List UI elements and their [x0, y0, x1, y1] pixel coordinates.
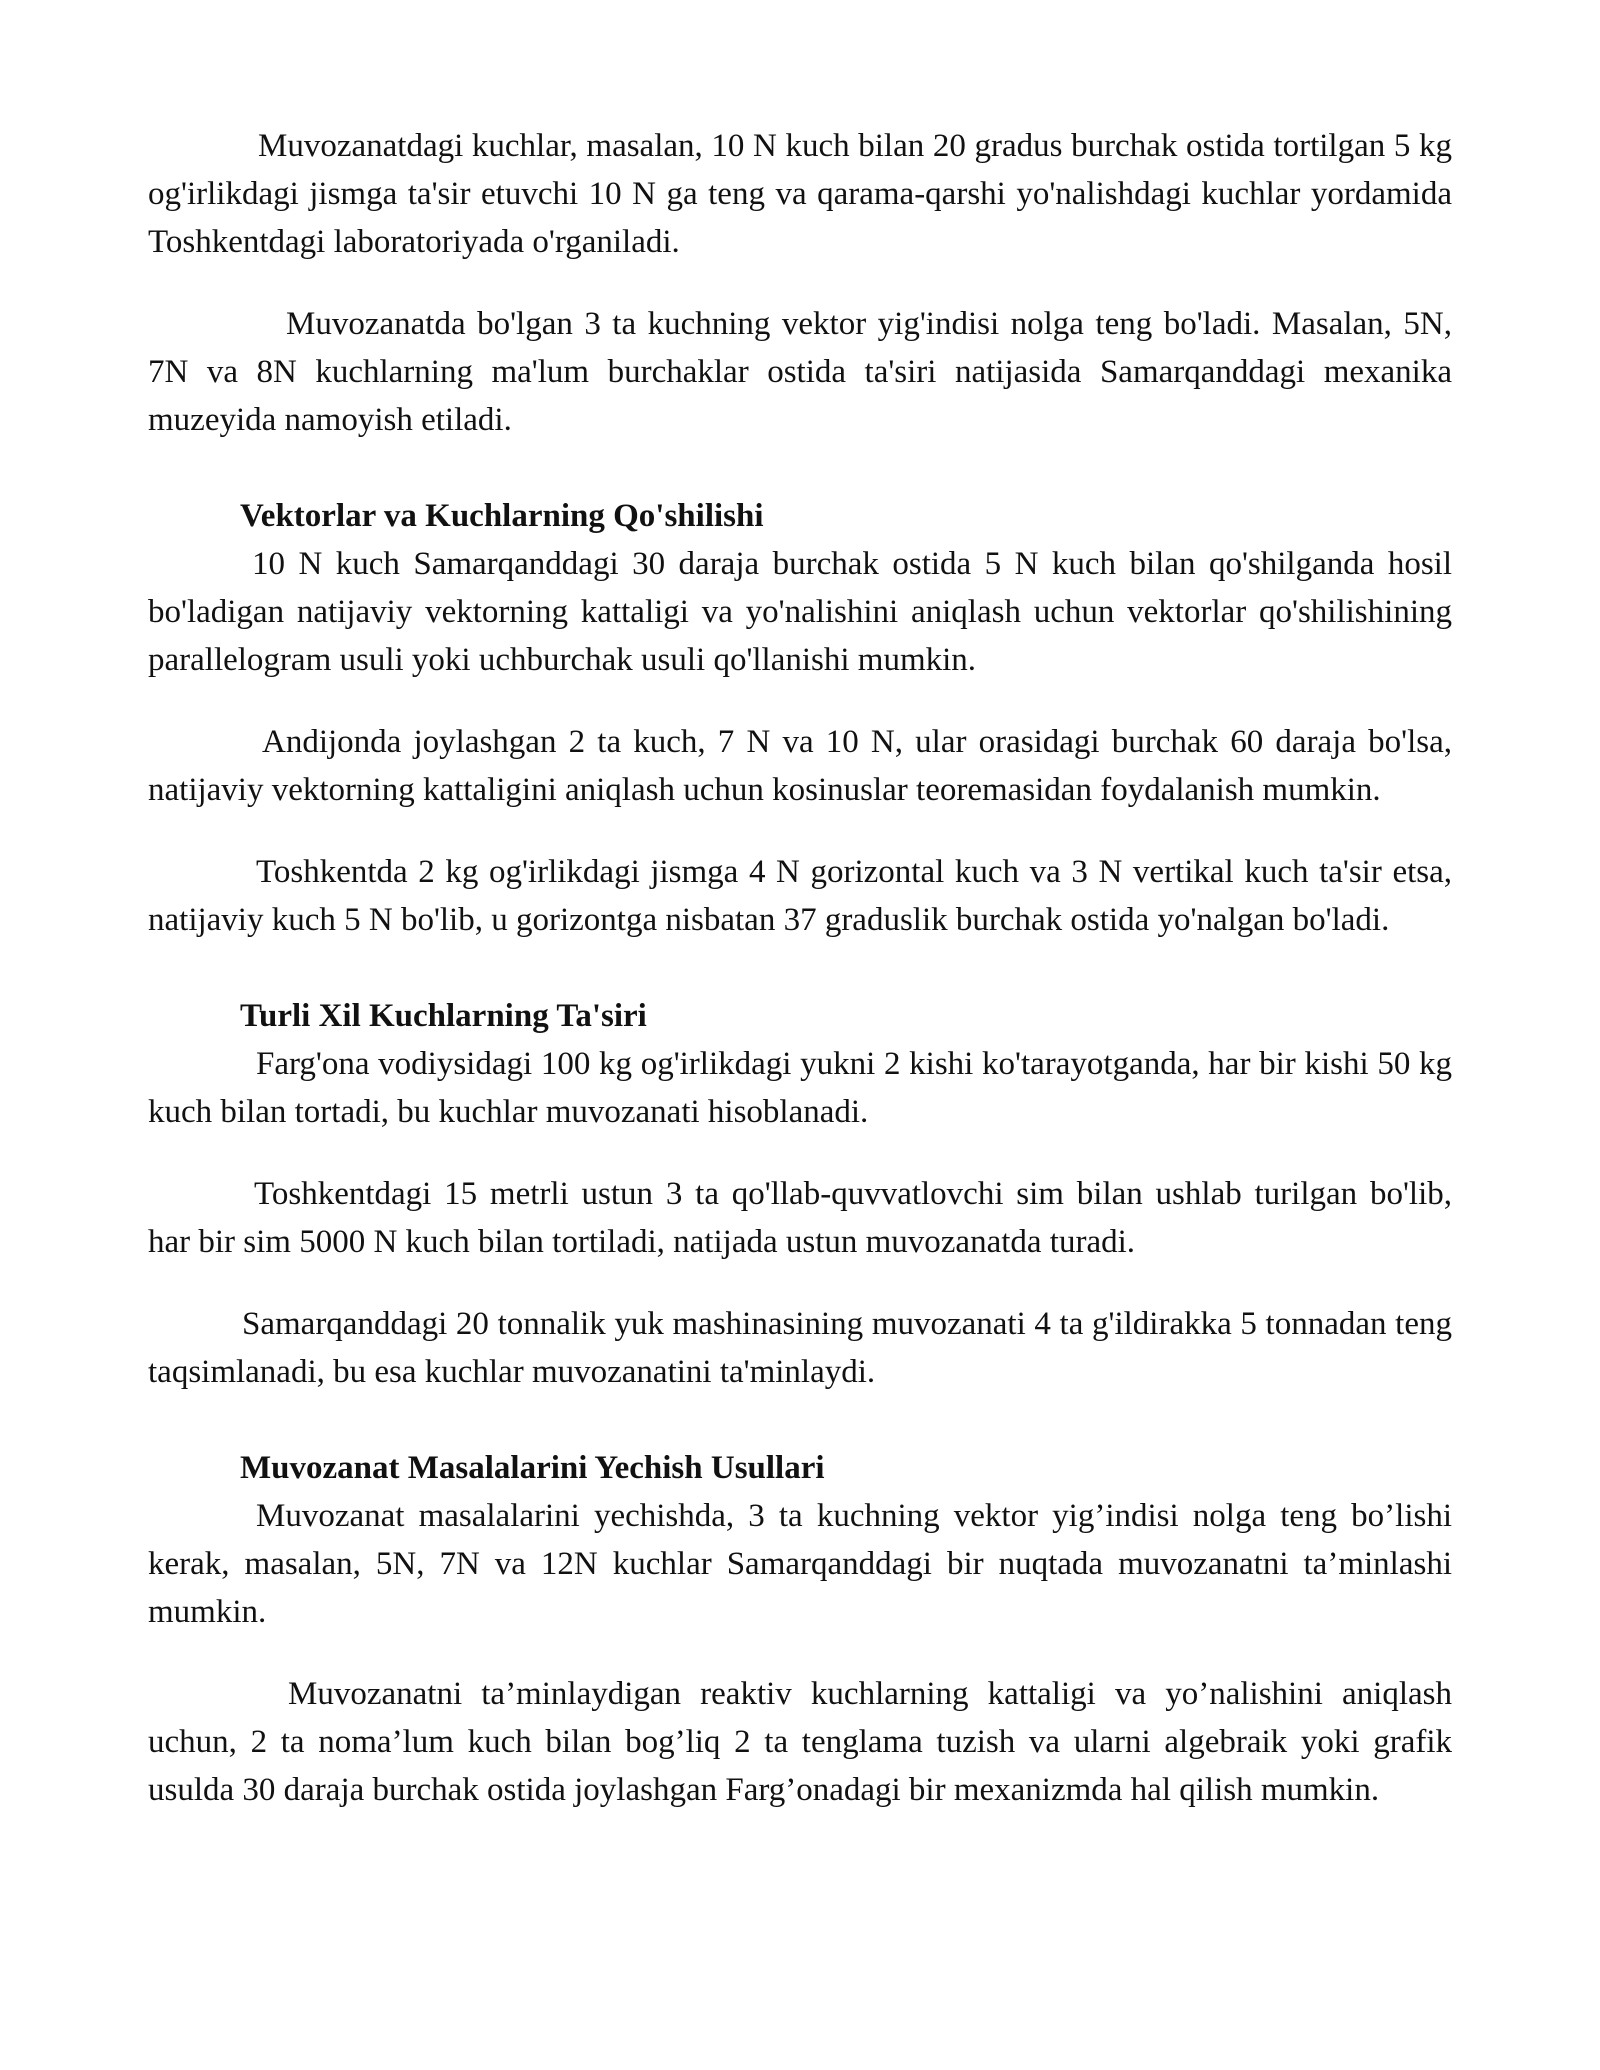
- section-heading: Vektorlar va Kuchlarning Qo'shilishi: [240, 498, 764, 534]
- paragraph: Muvozanatda bo'lgan 3 ta kuchning vektor yig'indisi nolga teng bo'ladi. Masalan, 5N, 7N va 8N kuchlarning ma'lum burchaklar ostida ta'siri natijasida Samarqanddagi mexanika muzeyida namoyish etiladi.: [148, 306, 1452, 438]
- paragraph: Andijonda joylashgan 2 ta kuch, 7 N va 10 N, ular orasidagi burchak 60 daraja bo'lsa, natijaviy vektorning kattaligini aniqlash uchun kosinuslar teoremasidan foydalanish mumkin.: [148, 724, 1452, 808]
- paragraph: Toshkentdagi 15 metrli ustun 3 ta qo'llab-quvvatlovchi sim bilan ushlab turilgan bo'lib, har bir sim 5000 N kuch bilan tortiladi, natijada ustun muvozanatda turadi.: [148, 1176, 1452, 1260]
- section-heading: Turli Xil Kuchlarning Ta'siri: [240, 998, 647, 1034]
- paragraph: Muvozanatni ta’minlaydigan reaktiv kuchlarning kattaligi va yo’nalishini aniqlash uchun, 2 ta noma’lum kuch bilan bog’liq 2 ta tenglama tuzish va ularni algebraik yoki grafik usulda 30 daraja burchak ostida joylashgan Farg’onadagi bir mexanizmda hal qilish mumkin.: [148, 1676, 1452, 1808]
- paragraph: Samarqanddagi 20 tonnalik yuk mashinasining muvozanati 4 ta g'ildirakka 5 tonnadan teng taqsimlanadi, bu esa kuchlar muvozanatini ta'minlaydi.: [148, 1306, 1452, 1390]
- paragraph: Toshkentda 2 kg og'irlikdagi jismga 4 N gorizontal kuch va 3 N vertikal kuch ta'sir etsa, natijaviy kuch 5 N bo'lib, u gorizontga nisbatan 37 graduslik burchak ostida yo'nalgan bo'ladi.: [148, 854, 1452, 938]
- paragraph: 10 N kuch Samarqanddagi 30 daraja burchak ostida 5 N kuch bilan qo'shilganda hosil bo'ladigan natijaviy vektorning kattaligi va yo'nalishini aniqlash uchun vektorlar qo'shilishining parallelogram usuli yoki uchburchak usuli qo'llanishi mumkin.: [148, 546, 1452, 678]
- paragraph: Farg'ona vodiysidagi 100 kg og'irlikdagi yukni 2 kishi ko'tarayotganda, har bir kishi 50 kg kuch bilan tortadi, bu kuchlar muvozanati hisoblanadi.: [148, 1046, 1452, 1130]
- section-heading: Muvozanat Masalalarini Yechish Usullari: [240, 1450, 825, 1486]
- paragraph: Muvozanatdagi kuchlar, masalan, 10 N kuch bilan 20 gradus burchak ostida tortilgan 5 kg og'irlikdagi jismga ta'sir etuvchi 10 N ga teng va qarama-qarshi yo'nalishdagi kuchlar yordamida Toshkentdagi laboratoriyada o'rganiladi.: [148, 128, 1452, 260]
- document-page: [148, 122, 1452, 1814]
- paragraph: Muvozanat masalalarini yechishda, 3 ta kuchning vektor yig’indisi nolga teng bo’lishi kerak, masalan, 5N, 7N va 12N kuchlar Samarqanddagi bir nuqtada muvozanatni ta’minlashi mumkin.: [148, 1498, 1452, 1630]
